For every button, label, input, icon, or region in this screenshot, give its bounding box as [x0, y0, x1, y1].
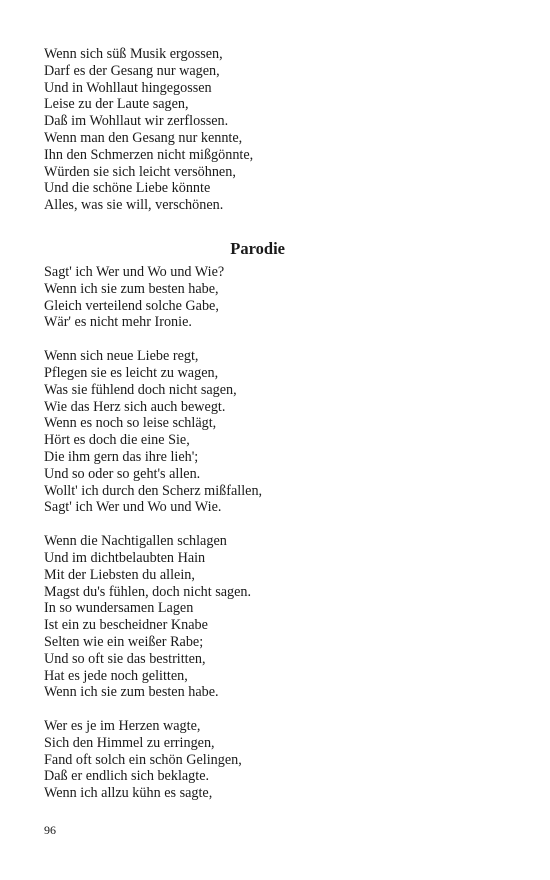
verse-line: Wenn ich allzu kühn es sagte, — [44, 785, 213, 802]
verse-line: Wenn ich sie zum besten habe, — [44, 280, 219, 297]
stanza-1 — [44, 264, 506, 331]
poem-page — [44, 46, 506, 802]
verse-line: Die ihm gern das ihre lieh'; — [44, 448, 199, 465]
verse-line: Mit der Liebsten du allein, — [44, 566, 195, 583]
verse-line: Leise zu der Laute sagen, — [44, 96, 189, 113]
verse-line: Selten wie ein weißer Rabe; — [44, 633, 204, 650]
verse-line: Sagt' ich Wer und Wo und Wie? — [44, 263, 225, 280]
verse-line: Und die schöne Liebe könnte — [44, 180, 211, 197]
verse-line: Und im dichtbelaubten Hain — [44, 549, 206, 566]
verse-line: Wenn es noch so leise schlägt, — [44, 415, 217, 432]
verse-line: Darf es der Gesang nur wagen, — [44, 62, 220, 79]
stanza-gap — [44, 516, 506, 533]
verse-line: Wenn man den Gesang nur kennte, — [44, 129, 243, 146]
verse-line: Und in Wohllaut hingegossen — [44, 79, 212, 96]
verse-line: Daß er endlich sich beklagte. — [44, 768, 210, 785]
verse-line: Sagt' ich Wer und Wo und Wie. — [44, 499, 222, 516]
verse-line: Wenn sich süß Musik ergossen, — [44, 46, 223, 62]
intro-stanza — [44, 46, 506, 214]
verse-line: Daß im Wohllaut wir zerflossen. — [44, 113, 229, 130]
verse-line: Fand oft solch ein schön Gelingen, — [44, 751, 242, 768]
verse-line: Und so oder so geht's allen. — [44, 465, 201, 482]
verse-line: Wie das Herz sich auch bewegt. — [44, 398, 226, 415]
verse-line: Ist ein zu bescheidner Knabe — [44, 617, 208, 634]
verse-line: Sich den Himmel zu erringen, — [44, 734, 215, 751]
stanza-2 — [44, 348, 506, 516]
verse-line: Gleich verteilend solche Gabe, — [44, 297, 219, 314]
verse-line: Was sie fühlend doch nicht sagen, — [44, 381, 237, 398]
verse-line: Wenn die Nachtigallen schlagen — [44, 533, 227, 550]
verse-line: Wollt' ich durch den Scherz mißfallen, — [44, 482, 263, 499]
verse-line: Ihn den Schmerzen nicht mißgönnte, — [44, 146, 254, 163]
stanza-3 — [44, 533, 506, 701]
verse-line: Hört es doch die eine Sie, — [44, 432, 190, 449]
verse-line: Wer es je im Herzen wagte, — [44, 718, 201, 735]
verse-line: Hat es jede noch gelitten, — [44, 667, 188, 684]
verse-line: Wenn sich neue Liebe regt, — [44, 348, 199, 365]
verse-line: In so wundersamen Lagen — [44, 600, 194, 617]
poem-heading: Parodie — [230, 238, 285, 258]
verse-line: Und so oft sie das bestritten, — [44, 650, 206, 667]
verse-line: Wär' es nicht mehr Ironie. — [44, 314, 192, 331]
verse-line: Alles, was sie will, verschönen. — [44, 197, 224, 214]
verse-line: Pflegen sie es leicht zu wagen, — [44, 364, 219, 381]
verse-line: Würden sie sich leicht versöhnen, — [44, 163, 236, 180]
verse-line: Magst du's fühlen, doch nicht sagen. — [44, 583, 252, 600]
stanza-gap — [44, 331, 506, 348]
page-number: 96 — [44, 823, 56, 837]
stanza-gap — [44, 701, 506, 718]
verse-line: Wenn ich sie zum besten habe. — [44, 684, 219, 701]
stanza-4 — [44, 718, 506, 802]
